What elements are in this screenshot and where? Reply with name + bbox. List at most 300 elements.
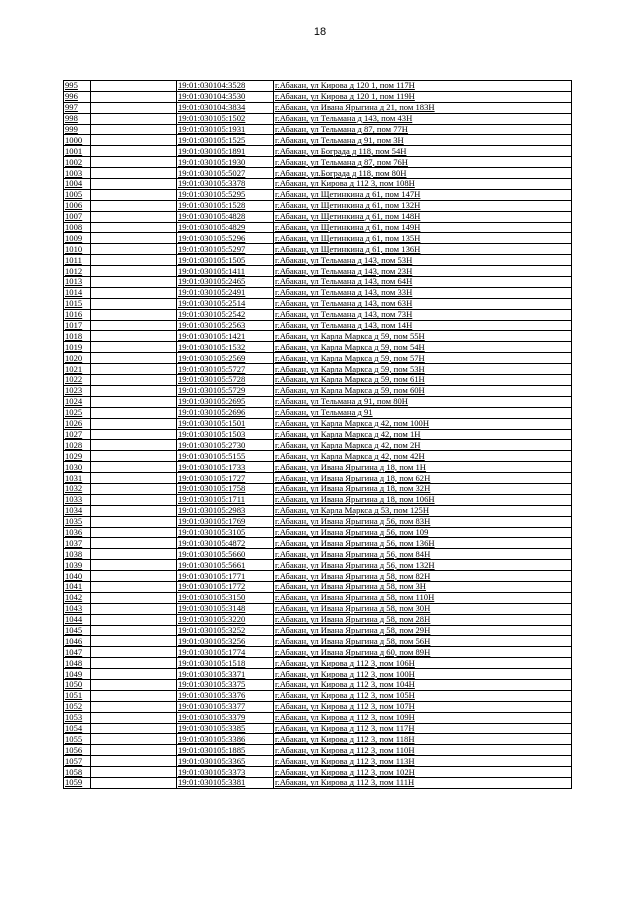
address-cell: г.Абакан, ул Кирова д 112 3, пом 111Н [274,778,572,789]
row-number-cell: 1000 [64,135,91,146]
empty-cell [91,571,177,582]
row-number-cell: 1011 [64,255,91,266]
row-number-cell: 1027 [64,429,91,440]
empty-cell [91,102,177,113]
address-cell: г.Абакан, ул Ивана Ярыгина д 18, пом 62Н [274,473,572,484]
row-number-cell: 1004 [64,179,91,190]
row-number-cell: 1006 [64,200,91,211]
address-cell: г.Абакан, ул Тельмана д 91, пом 80Н [274,396,572,407]
cadastral-number-cell: 19:01:030105:2465 [177,277,274,288]
table-row [64,211,572,222]
cadastral-number-cell: 19:01:030105:2569 [177,353,274,364]
table-row [64,342,572,353]
empty-cell [91,385,177,396]
row-number-cell: 1038 [64,549,91,560]
table-row [64,396,572,407]
table-row [64,505,572,516]
table-row [64,658,572,669]
row-number-cell: 1043 [64,603,91,614]
registry-table-body [64,81,572,789]
row-number-cell: 1016 [64,309,91,320]
empty-cell [91,734,177,745]
address-cell: г.Абакан, ул Карла Маркса д 42, пом 42Н [274,451,572,462]
row-number-cell: 998 [64,113,91,124]
row-number-cell: 1033 [64,494,91,505]
address-cell: г.Абакан, ул Щетинкина д 61, пом 147Н [274,189,572,200]
empty-cell [91,745,177,756]
address-cell: г.Абакан, ул Ивана Ярыгина д 56, пом 83Н [274,516,572,527]
empty-cell [91,636,177,647]
cadastral-number-cell: 19:01:030105:3381 [177,778,274,789]
cadastral-number-cell: 19:01:030105:1528 [177,200,274,211]
empty-cell [91,200,177,211]
empty-cell [91,549,177,560]
table-row [64,767,572,778]
address-cell: г.Абакан, ул Ивана Ярыгина д 18, пом 106Н [274,494,572,505]
address-cell: г.Абакан, ул Щетинкина д 61, пом 136Н [274,244,572,255]
table-row [64,287,572,298]
table-row [64,571,572,582]
empty-cell [91,189,177,200]
row-number-cell: 1021 [64,364,91,375]
table-row [64,723,572,734]
cadastral-number-cell: 19:01:030105:3377 [177,701,274,712]
address-cell: г.Абакан, ул Кирова д 112 3, пом 107Н [274,701,572,712]
table-row [64,473,572,484]
row-number-cell: 1003 [64,168,91,179]
cadastral-number-cell: 19:01:030105:3378 [177,179,274,190]
table-row [64,168,572,179]
table-row [64,200,572,211]
address-cell: г.Абакан, ул Тельмана д 91 [274,407,572,418]
address-cell: г.Абакан, ул Тельмана д 143, пом 33Н [274,287,572,298]
address-cell: г.Абакан, ул Ивана Ярыгина д 58, пом 30Н [274,603,572,614]
address-cell: г.Абакан, ул Ивана Ярыгина д 60, пом 89Н [274,647,572,658]
empty-cell [91,222,177,233]
empty-cell [91,353,177,364]
address-cell: г.Абакан, ул Кирова д 112 3, пом 118Н [274,734,572,745]
empty-cell [91,483,177,494]
row-number-cell: 1049 [64,669,91,680]
cadastral-number-cell: 19:01:030105:1532 [177,342,274,353]
empty-cell [91,516,177,527]
row-number-cell: 997 [64,102,91,113]
row-number-cell: 1030 [64,462,91,473]
cadastral-number-cell: 19:01:030104:3834 [177,102,274,113]
cadastral-number-cell: 19:01:030105:3371 [177,669,274,680]
cadastral-number-cell: 19:01:030105:2514 [177,298,274,309]
cadastral-number-cell: 19:01:030105:1503 [177,429,274,440]
row-number-cell: 1008 [64,222,91,233]
table-row [64,407,572,418]
empty-cell [91,669,177,680]
row-number-cell: 999 [64,124,91,135]
row-number-cell: 1055 [64,734,91,745]
address-cell: г.Абакан, ул Кирова д 112 3, пом 106Н [274,658,572,669]
address-cell: г.Абакан, ул.Бограда д 118, пом 80Н [274,168,572,179]
empty-cell [91,168,177,179]
table-row [64,614,572,625]
empty-cell [91,625,177,636]
row-number-cell: 1050 [64,679,91,690]
empty-cell [91,592,177,603]
row-number-cell: 1047 [64,647,91,658]
cadastral-number-cell: 19:01:030105:5296 [177,233,274,244]
row-number-cell: 1059 [64,778,91,789]
empty-cell [91,135,177,146]
cadastral-number-cell: 19:01:030105:5155 [177,451,274,462]
table-row [64,91,572,102]
address-cell: г.Абакан, ул Ивана Ярыгина д 18, пом 1Н [274,462,572,473]
table-row [64,375,572,386]
row-number-cell: 1017 [64,320,91,331]
address-cell: г.Абакан, ул Ивана Ярыгина д 58, пом 29Н [274,625,572,636]
row-number-cell: 1002 [64,157,91,168]
cadastral-number-cell: 19:01:030105:2696 [177,407,274,418]
cadastral-number-cell: 19:01:030104:3530 [177,91,274,102]
cadastral-number-cell: 19:01:030105:5027 [177,168,274,179]
empty-cell [91,603,177,614]
address-cell: г.Абакан, ул Карла Маркса д 59, пом 61Н [274,375,572,386]
empty-cell [91,266,177,277]
row-number-cell: 996 [64,91,91,102]
empty-cell [91,233,177,244]
cadastral-number-cell: 19:01:030105:3252 [177,625,274,636]
cadastral-number-cell: 19:01:030105:1421 [177,331,274,342]
row-number-cell: 1044 [64,614,91,625]
address-cell: г.Абакан, ул Ивана Ярыгина д 21, пом 183Н [274,102,572,113]
cadastral-number-cell: 19:01:030105:3379 [177,712,274,723]
address-cell: г.Абакан, ул Щетинкина д 61, пом 149Н [274,222,572,233]
row-number-cell: 1014 [64,287,91,298]
table-row [64,647,572,658]
address-cell: г.Абакан, ул Кирова д 112 3, пом 104Н [274,679,572,690]
row-number-cell: 1056 [64,745,91,756]
table-row [64,418,572,429]
table-row [64,483,572,494]
address-cell: г.Абакан, ул Ивана Ярыгина д 56, пом 136Н [274,538,572,549]
address-cell: г.Абакан, ул Ивана Ярыгина д 18, пом 32Н [274,483,572,494]
cadastral-number-cell: 19:01:030105:2983 [177,505,274,516]
row-number-cell: 1025 [64,407,91,418]
cadastral-number-cell: 19:01:030105:3386 [177,734,274,745]
table-row [64,309,572,320]
table-row [64,233,572,244]
cadastral-number-cell: 19:01:030105:5729 [177,385,274,396]
address-cell: г.Абакан, ул Щетинкина д 61, пом 132Н [274,200,572,211]
cadastral-number-cell: 19:01:030105:1711 [177,494,274,505]
row-number-cell: 1053 [64,712,91,723]
cadastral-number-cell: 19:01:030105:1758 [177,483,274,494]
address-cell: г.Абакан, ул Тельмана д 87, пом 76Н [274,157,572,168]
table-row [64,712,572,723]
row-number-cell: 1019 [64,342,91,353]
row-number-cell: 1054 [64,723,91,734]
empty-cell [91,756,177,767]
row-number-cell: 1046 [64,636,91,647]
table-row [64,527,572,538]
address-cell: г.Абакан, ул Тельмана д 143, пом 63Н [274,298,572,309]
address-cell: г.Абакан, ул Тельмана д 87, пом 77Н [274,124,572,135]
empty-cell [91,494,177,505]
row-number-cell: 1026 [64,418,91,429]
page-number: 18 [313,26,327,38]
row-number-cell: 1028 [64,440,91,451]
address-cell: г.Абакан, ул Ивана Ярыгина д 56, пом 132Н [274,560,572,571]
cadastral-number-cell: 19:01:030105:1525 [177,135,274,146]
cadastral-number-cell: 19:01:030105:1733 [177,462,274,473]
empty-cell [91,473,177,484]
row-number-cell: 1045 [64,625,91,636]
row-number-cell: 1009 [64,233,91,244]
empty-cell [91,581,177,592]
empty-cell [91,690,177,701]
address-cell: г.Абакан, ул Карла Маркса д 42, пом 100Н [274,418,572,429]
cadastral-number-cell: 19:01:030105:1885 [177,745,274,756]
address-cell: г.Абакан, ул Карла Маркса д 59, пом 57Н [274,353,572,364]
row-number-cell: 1018 [64,331,91,342]
cadastral-number-cell: 19:01:030105:2695 [177,396,274,407]
cadastral-number-cell: 19:01:030105:3375 [177,679,274,690]
table-row [64,690,572,701]
cadastral-number-cell: 19:01:030105:2542 [177,309,274,320]
cadastral-number-cell: 19:01:030105:5727 [177,364,274,375]
row-number-cell: 1020 [64,353,91,364]
address-cell: г.Абакан, ул Кирова д 112 3, пом 100Н [274,669,572,680]
address-cell: г.Абакан, ул Карла Маркса д 42, пом 2Н [274,440,572,451]
address-cell: г.Абакан, ул Тельмана д 143, пом 73Н [274,309,572,320]
empty-cell [91,778,177,789]
row-number-cell: 1035 [64,516,91,527]
table-row [64,277,572,288]
row-number-cell: 1051 [64,690,91,701]
empty-cell [91,451,177,462]
empty-cell [91,331,177,342]
table-row [64,734,572,745]
cadastral-number-cell: 19:01:030105:1505 [177,255,274,266]
address-cell: г.Абакан, ул Кирова д 112 3, пом 117Н [274,723,572,734]
cadastral-number-cell: 19:01:030105:3105 [177,527,274,538]
table-row [64,592,572,603]
address-cell: г.Абакан, ул Ивана Ярыгина д 58, пом 3Н [274,581,572,592]
empty-cell [91,396,177,407]
row-number-cell: 1031 [64,473,91,484]
empty-cell [91,440,177,451]
cadastral-number-cell: 19:01:030105:1501 [177,418,274,429]
table-row [64,778,572,789]
table-row [64,669,572,680]
row-number-cell: 1057 [64,756,91,767]
empty-cell [91,179,177,190]
address-cell: г.Абакан, ул Кирова д 112 3, пом 102Н [274,767,572,778]
cadastral-number-cell: 19:01:030105:3365 [177,756,274,767]
address-cell: г.Абакан, ул Тельмана д 143, пом 53Н [274,255,572,266]
row-number-cell: 1010 [64,244,91,255]
empty-cell [91,647,177,658]
table-row [64,636,572,647]
cadastral-number-cell: 19:01:030105:5297 [177,244,274,255]
table-row [64,462,572,473]
empty-cell [91,418,177,429]
cadastral-number-cell: 19:01:030105:5661 [177,560,274,571]
row-number-cell: 1037 [64,538,91,549]
empty-cell [91,429,177,440]
empty-cell [91,157,177,168]
row-number-cell: 1005 [64,189,91,200]
empty-cell [91,298,177,309]
cadastral-number-cell: 19:01:030105:3150 [177,592,274,603]
empty-cell [91,364,177,375]
cadastral-number-cell: 19:01:030105:1774 [177,647,274,658]
cadastral-number-cell: 19:01:030105:1930 [177,157,274,168]
cadastral-number-cell: 19:01:030105:1502 [177,113,274,124]
row-number-cell: 1023 [64,385,91,396]
table-row [64,603,572,614]
cadastral-number-cell: 19:01:030105:1891 [177,146,274,157]
address-cell: г.Абакан, ул Карла Маркса д 42, пом 1Н [274,429,572,440]
address-cell: г.Абакан, ул Ивана Ярыгина д 58, пом 56Н [274,636,572,647]
table-row [64,331,572,342]
address-cell: г.Абакан, ул Ивана Ярыгина д 58, пом 82Н [274,571,572,582]
empty-cell [91,375,177,386]
address-cell: г.Абакан, ул Ивана Ярыгина д 56, пом 84Н [274,549,572,560]
address-cell: г.Абакан, ул Карла Маркса д 53, пом 125Н [274,505,572,516]
cadastral-number-cell: 19:01:030105:2563 [177,320,274,331]
address-cell: г.Абакан, ул Кирова д 112 3, пом 105Н [274,690,572,701]
empty-cell [91,342,177,353]
empty-cell [91,320,177,331]
table-row [64,189,572,200]
empty-cell [91,211,177,222]
table-row [64,440,572,451]
cadastral-number-cell: 19:01:030105:1769 [177,516,274,527]
cadastral-number-cell: 19:01:030105:1518 [177,658,274,669]
table-row [64,756,572,767]
row-number-cell: 1036 [64,527,91,538]
address-cell: г.Абакан, ул Кирова д 112 3, пом 110Н [274,745,572,756]
cadastral-number-cell: 19:01:030105:1931 [177,124,274,135]
table-row [64,745,572,756]
table-row [64,113,572,124]
row-number-cell: 1024 [64,396,91,407]
empty-cell [91,91,177,102]
address-cell: г.Абакан, ул Кирова д 120 1, пом 117Н [274,81,572,92]
table-row [64,135,572,146]
table-row [64,385,572,396]
address-cell: г.Абакан, ул Карла Маркса д 59, пом 53Н [274,364,572,375]
row-number-cell: 1029 [64,451,91,462]
empty-cell [91,462,177,473]
cadastral-number-cell: 19:01:030105:2730 [177,440,274,451]
row-number-cell: 1040 [64,571,91,582]
table-row [64,364,572,375]
table-row [64,81,572,92]
address-cell: г.Абакан, ул Карла Маркса д 59, пом 55Н [274,331,572,342]
cadastral-number-cell: 19:01:030105:5728 [177,375,274,386]
empty-cell [91,287,177,298]
cadastral-number-cell: 19:01:030105:4872 [177,538,274,549]
table-row [64,353,572,364]
row-number-cell: 1039 [64,560,91,571]
address-cell: г.Абакан, ул Кирова д 120 1, пом 119Н [274,91,572,102]
table-row [64,581,572,592]
cadastral-number-cell: 19:01:030105:3385 [177,723,274,734]
row-number-cell: 1022 [64,375,91,386]
table-row [64,429,572,440]
empty-cell [91,527,177,538]
table-row [64,538,572,549]
address-cell: г.Абакан, ул Щетинкина д 61, пом 135Н [274,233,572,244]
table-row [64,255,572,266]
table-row [64,560,572,571]
empty-cell [91,712,177,723]
empty-cell [91,614,177,625]
address-cell: г.Абакан, ул Кирова д 112 3, пом 109Н [274,712,572,723]
empty-cell [91,679,177,690]
address-cell: г.Абакан, ул Кирова д 112 3, пом 108Н [274,179,572,190]
empty-cell [91,505,177,516]
row-number-cell: 995 [64,81,91,92]
address-cell: г.Абакан, ул Тельмана д 143, пом 23Н [274,266,572,277]
cadastral-number-cell: 19:01:030105:3373 [177,767,274,778]
address-cell: г.Абакан, ул Кирова д 112 3, пом 113Н [274,756,572,767]
table-row [64,625,572,636]
row-number-cell: 1007 [64,211,91,222]
cadastral-number-cell: 19:01:030105:3148 [177,603,274,614]
cadastral-number-cell: 19:01:030105:3376 [177,690,274,701]
empty-cell [91,767,177,778]
address-cell: г.Абакан, ул Тельмана д 143, пом 64Н [274,277,572,288]
cadastral-number-cell: 19:01:030105:3256 [177,636,274,647]
empty-cell [91,309,177,320]
cadastral-number-cell: 19:01:030105:2491 [177,287,274,298]
row-number-cell: 1001 [64,146,91,157]
row-number-cell: 1048 [64,658,91,669]
empty-cell [91,723,177,734]
cadastral-number-cell: 19:01:030105:4829 [177,222,274,233]
table-row [64,179,572,190]
empty-cell [91,407,177,418]
cadastral-number-cell: 19:01:030105:1771 [177,571,274,582]
table-row [64,157,572,168]
address-cell: г.Абакан, ул Бограда д 118, пом 54Н [274,146,572,157]
row-number-cell: 1042 [64,592,91,603]
address-cell: г.Абакан, ул Ивана Ярыгина д 58, пом 28Н [274,614,572,625]
cadastral-number-cell: 19:01:030105:5295 [177,189,274,200]
address-cell: г.Абакан, ул Карла Маркса д 59, пом 60Н [274,385,572,396]
empty-cell [91,277,177,288]
empty-cell [91,244,177,255]
address-cell: г.Абакан, ул Тельмана д 143, пом 14Н [274,320,572,331]
empty-cell [91,146,177,157]
empty-cell [91,538,177,549]
empty-cell [91,701,177,712]
table-row [64,451,572,462]
address-cell: г.Абакан, ул Карла Маркса д 59, пом 54Н [274,342,572,353]
row-number-cell: 1034 [64,505,91,516]
cadastral-number-cell: 19:01:030105:1772 [177,581,274,592]
table-row [64,549,572,560]
table-row [64,516,572,527]
address-cell: г.Абакан, ул Тельмана д 91, пом 3Н [274,135,572,146]
table-row [64,244,572,255]
empty-cell [91,560,177,571]
table-row [64,124,572,135]
cadastral-number-cell: 19:01:030105:3220 [177,614,274,625]
address-cell: г.Абакан, ул Тельмана д 143, пом 43Н [274,113,572,124]
empty-cell [91,255,177,266]
address-cell: г.Абакан, ул Ивана Ярыгина д 56, пом 109 [274,527,572,538]
